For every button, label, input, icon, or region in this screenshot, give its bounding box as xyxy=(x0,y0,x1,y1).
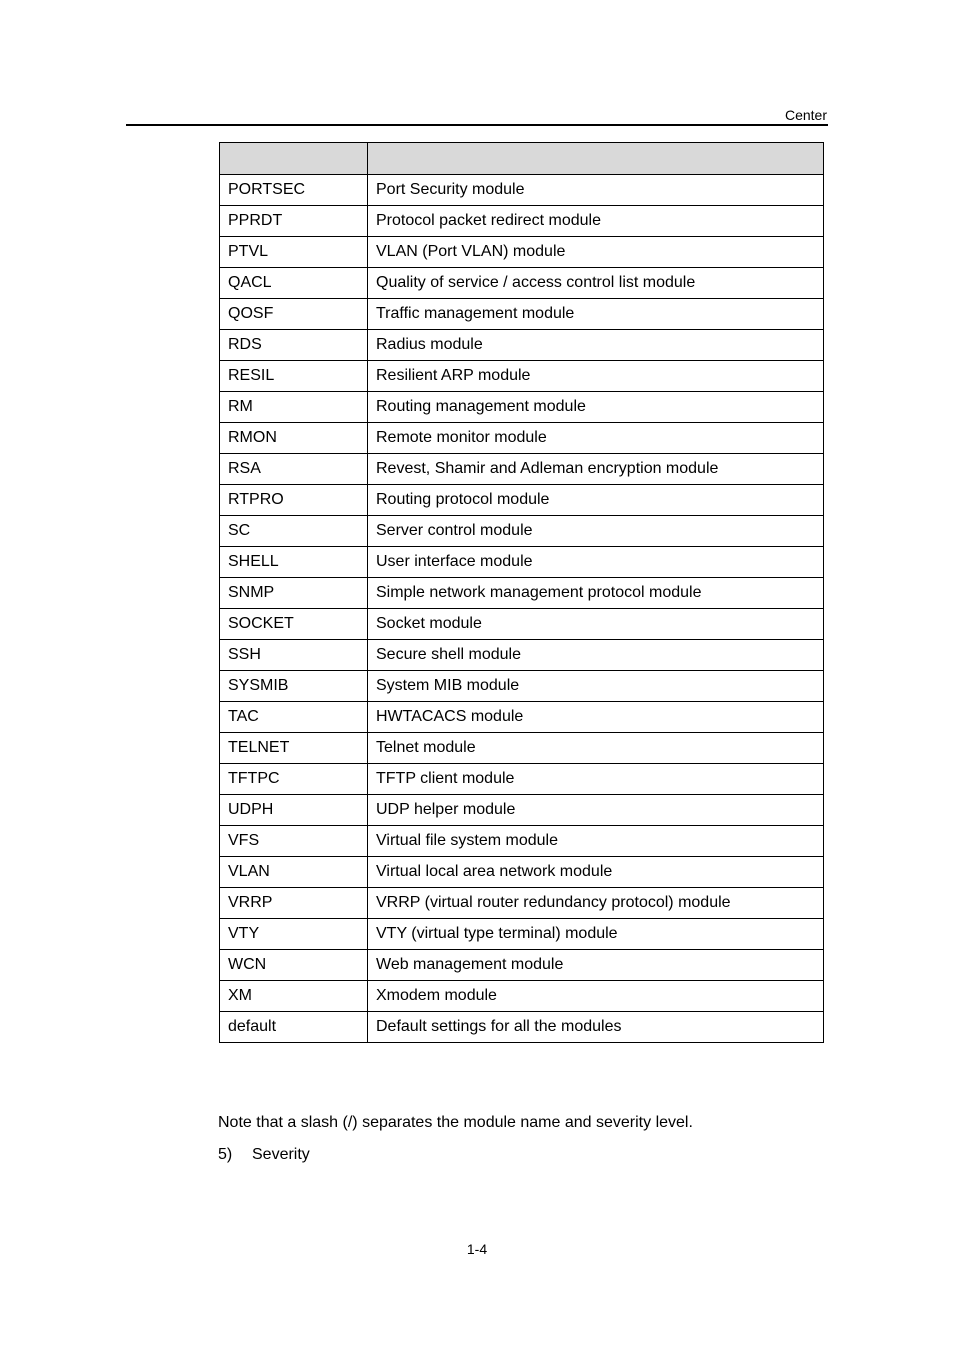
module-name-cell: SC xyxy=(220,516,368,547)
table-row xyxy=(220,733,824,764)
module-description-cell: Revest, Shamir and Adleman encryption module xyxy=(368,454,824,485)
module-name-cell: PTVL xyxy=(220,237,368,268)
module-description-cell: Port Security module xyxy=(368,175,824,206)
module-table-body xyxy=(220,175,824,1043)
module-name-cell: TELNET xyxy=(220,733,368,764)
module-description-cell: TFTP client module xyxy=(368,764,824,795)
module-description-cell: VTY (virtual type terminal) module xyxy=(368,919,824,950)
table-row xyxy=(220,1012,824,1043)
module-description-cell: Socket module xyxy=(368,609,824,640)
table-row xyxy=(220,454,824,485)
module-name-cell: TFTPC xyxy=(220,764,368,795)
table-row xyxy=(220,702,824,733)
module-name-cell: TAC xyxy=(220,702,368,733)
module-name-cell: QACL xyxy=(220,268,368,299)
module-description-cell: VLAN (Port VLAN) module xyxy=(368,237,824,268)
table-row xyxy=(220,609,824,640)
table-row xyxy=(220,175,824,206)
note-paragraph: Note that a slash (/) separates the module name and severity level. xyxy=(218,1114,693,1131)
table-row xyxy=(220,516,824,547)
table-row xyxy=(220,547,824,578)
module-name-cell: RESIL xyxy=(220,361,368,392)
module-name-cell: PPRDT xyxy=(220,206,368,237)
module-name-cell: VTY xyxy=(220,919,368,950)
module-description-cell: Server control module xyxy=(368,516,824,547)
module-description-cell: Simple network management protocol module xyxy=(368,578,824,609)
module-description-cell: Xmodem module xyxy=(368,981,824,1012)
module-description-cell: Remote monitor module xyxy=(368,423,824,454)
table-header-row xyxy=(220,143,824,175)
module-name-cell: XM xyxy=(220,981,368,1012)
table-row xyxy=(220,268,824,299)
module-name-cell: default xyxy=(220,1012,368,1043)
list-item-severity xyxy=(218,1145,310,1164)
module-name-cell: QOSF xyxy=(220,299,368,330)
header-rule xyxy=(126,124,828,126)
module-description-cell: Default settings for all the modules xyxy=(368,1012,824,1043)
table-row xyxy=(220,361,824,392)
running-header: Center xyxy=(784,107,827,123)
table-row xyxy=(220,640,824,671)
module-name-cell: UDPH xyxy=(220,795,368,826)
table-row xyxy=(220,206,824,237)
table-row xyxy=(220,671,824,702)
module-name-cell: SYSMIB xyxy=(220,671,368,702)
table-row xyxy=(220,795,824,826)
table-row xyxy=(220,764,824,795)
module-description-cell: Virtual file system module xyxy=(368,826,824,857)
list-item-label: Severity xyxy=(252,1146,310,1163)
module-name-cell: VRRP xyxy=(220,888,368,919)
module-description-cell: UDP helper module xyxy=(368,795,824,826)
module-name-cell: PORTSEC xyxy=(220,175,368,206)
table-row xyxy=(220,485,824,516)
table-row xyxy=(220,237,824,268)
module-description-cell: VRRP (virtual router redundancy protocol) module xyxy=(368,888,824,919)
module-description-cell: Telnet module xyxy=(368,733,824,764)
module-table xyxy=(219,142,824,1043)
table-row xyxy=(220,299,824,330)
module-name-cell: RMON xyxy=(220,423,368,454)
column-header-module xyxy=(220,143,368,175)
table-row xyxy=(220,950,824,981)
table-row xyxy=(220,919,824,950)
module-name-cell: RM xyxy=(220,392,368,423)
page-number: 1-4 xyxy=(466,1241,488,1257)
list-item-number: 5) xyxy=(218,1146,233,1163)
module-description-cell: Radius module xyxy=(368,330,824,361)
module-description-cell: Virtual local area network module xyxy=(368,857,824,888)
table-row xyxy=(220,392,824,423)
module-description-cell: HWTACACS module xyxy=(368,702,824,733)
module-name-cell: WCN xyxy=(220,950,368,981)
module-description-cell: Routing management module xyxy=(368,392,824,423)
table-row xyxy=(220,578,824,609)
column-header-description xyxy=(368,143,824,175)
table-row xyxy=(220,857,824,888)
module-name-cell: VLAN xyxy=(220,857,368,888)
module-name-cell: RDS xyxy=(220,330,368,361)
module-description-cell: Protocol packet redirect module xyxy=(368,206,824,237)
module-name-cell: RSA xyxy=(220,454,368,485)
module-name-cell: RTPRO xyxy=(220,485,368,516)
table-row xyxy=(220,330,824,361)
table-row xyxy=(220,423,824,454)
module-description-cell: Web management module xyxy=(368,950,824,981)
module-description-cell: Traffic management module xyxy=(368,299,824,330)
module-description-cell: User interface module xyxy=(368,547,824,578)
module-name-cell: SNMP xyxy=(220,578,368,609)
module-name-cell: SSH xyxy=(220,640,368,671)
module-name-cell: SOCKET xyxy=(220,609,368,640)
module-description-cell: Resilient ARP module xyxy=(368,361,824,392)
table-row xyxy=(220,826,824,857)
table-row xyxy=(220,981,824,1012)
module-name-cell: SHELL xyxy=(220,547,368,578)
module-description-cell: Routing protocol module xyxy=(368,485,824,516)
module-name-cell: VFS xyxy=(220,826,368,857)
module-description-cell: Secure shell module xyxy=(368,640,824,671)
module-description-cell: System MIB module xyxy=(368,671,824,702)
table-row xyxy=(220,888,824,919)
module-description-cell: Quality of service / access control list module xyxy=(368,268,824,299)
